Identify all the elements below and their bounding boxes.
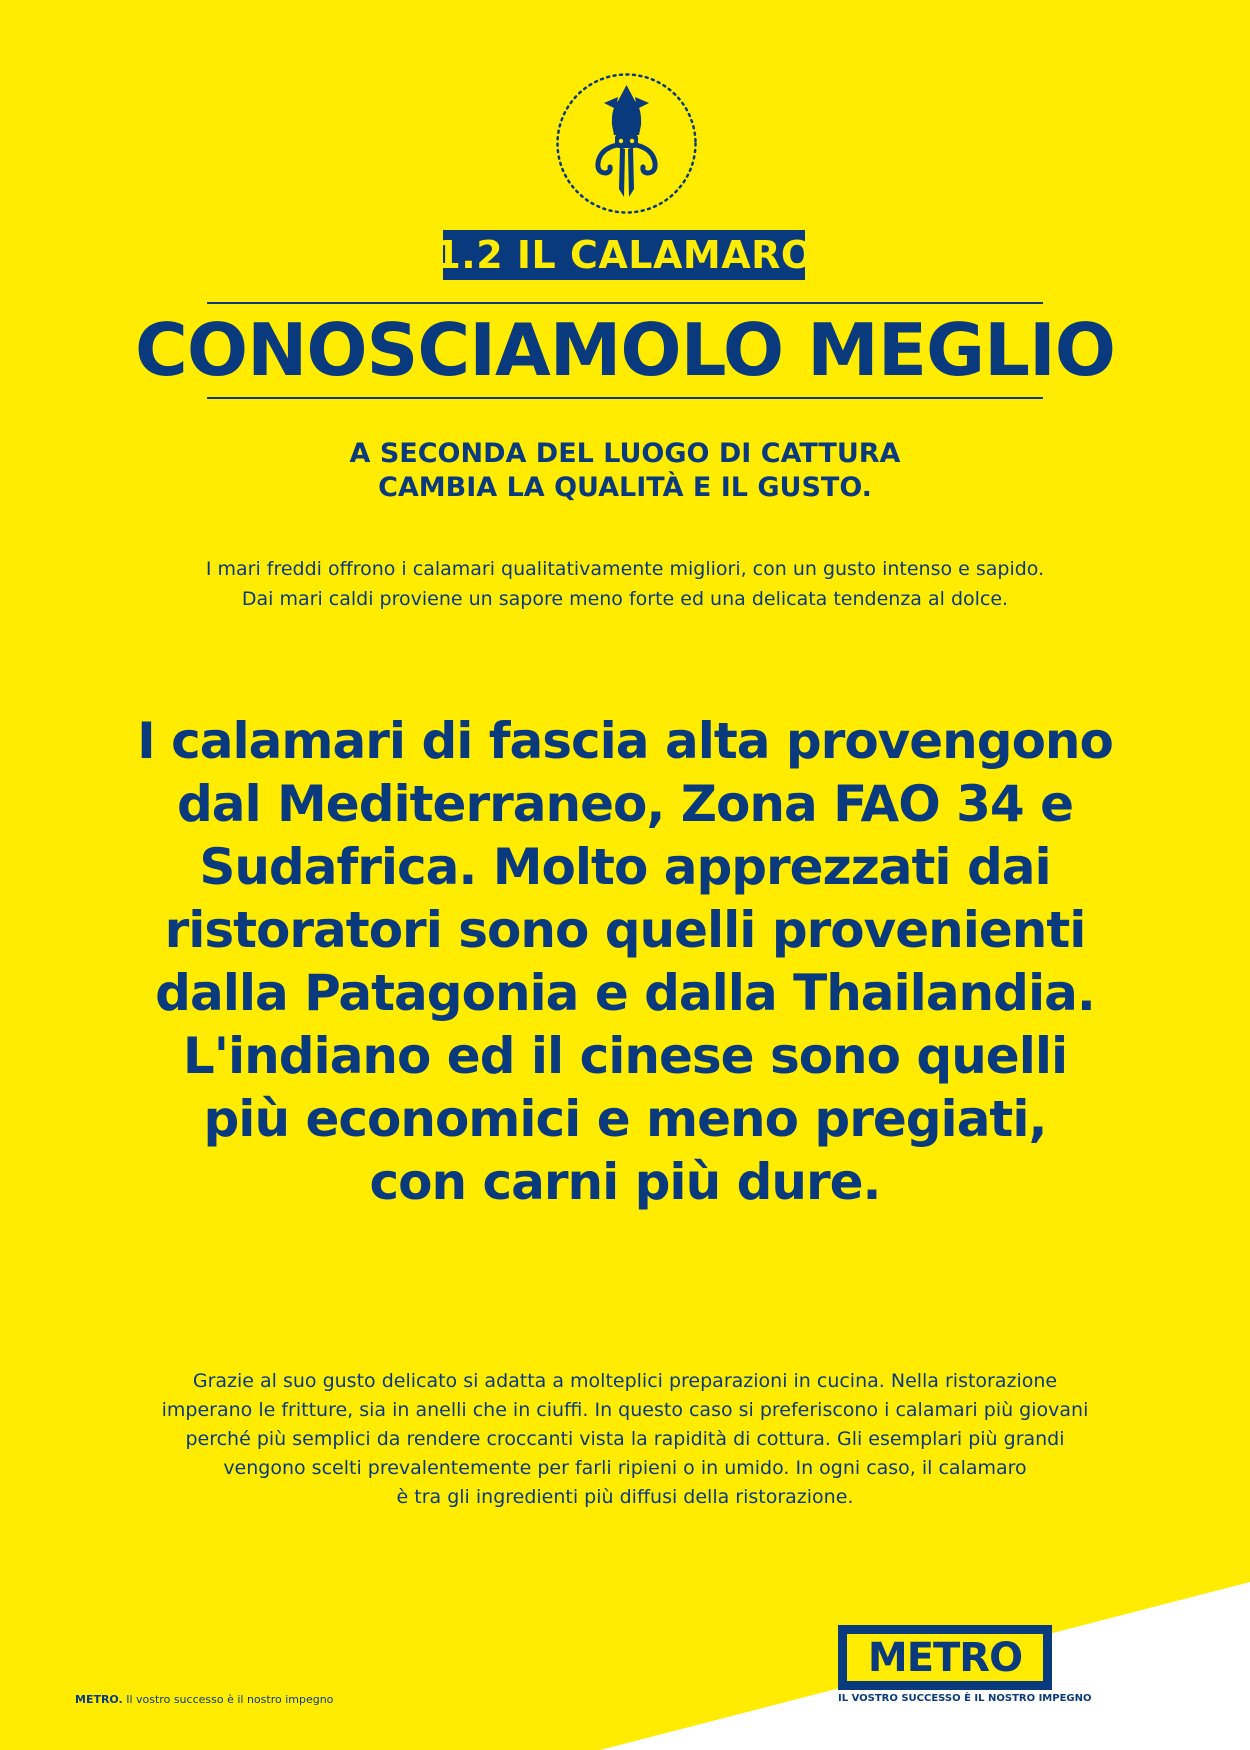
- headline-bottom-rule: [207, 397, 1043, 399]
- metro-logo-text: METRO: [867, 1634, 1023, 1681]
- intro-line: Dai mari caldi proviene un sapore meno forte ed una delicata tendenza al dolce.: [241, 588, 1009, 610]
- highlight-line: ristoratori sono quelli provenienti: [164, 901, 1086, 959]
- headline: CONOSCIAMOLO MEGLIO: [135, 308, 1115, 392]
- section-label: 1.2 IL CALAMARO: [443, 230, 805, 280]
- subheading-line: CAMBIA LA QUALITÀ E IL GUSTO.: [378, 472, 872, 503]
- highlight-line: Sudafrica. Molto apprezzati dai: [199, 838, 1051, 896]
- body-paragraph: [100, 1367, 1150, 1512]
- highlight-line: dalla Patagonia e dalla Thailandia.: [155, 964, 1095, 1022]
- body-line: Grazie al suo gusto delicato si adatta a molteplici preparazioni in cucina. Nella ristorazione: [192, 1370, 1058, 1392]
- subheading: [225, 437, 1025, 505]
- footer-note: [75, 1693, 333, 1706]
- highlight-line: dal Mediterraneo, Zona FAO 34 e: [176, 775, 1074, 833]
- footer-brand: METRO.: [75, 1693, 123, 1706]
- squid-icon: [554, 71, 699, 216]
- body-line: è tra gli ingredienti più diffusi della ristorazione.: [396, 1486, 854, 1508]
- subheading-line: A SECONDA DEL LUOGO DI CATTURA: [349, 438, 901, 469]
- intro-paragraph: [100, 554, 1150, 614]
- body-line: imperano le fritture, sia in anelli che in ciuffi. In questo caso si preferiscono i calamari più giovani: [161, 1399, 1089, 1421]
- body-line: perché più semplici da rendere croccanti vista la rapidità di cottura. Gli esemplari più grandi: [185, 1428, 1065, 1450]
- metro-logo: [838, 1625, 1052, 1690]
- highlight-line: più economici e meno pregiati,: [203, 1090, 1047, 1148]
- metro-tagline: IL VOSTRO SUCCESSO È IL NOSTRO IMPEGNO: [838, 1693, 1092, 1704]
- footer-text: Il vostro successo è il nostro impegno: [122, 1693, 334, 1706]
- highlight-line: L'indiano ed il cinese sono quelli: [182, 1027, 1068, 1085]
- intro-line: I mari freddi offrono i calamari qualitativamente migliori, con un gusto intenso e sapido.: [205, 558, 1045, 580]
- body-line: vengono scelti prevalentemente per farli ripieni o in umido. In ogni caso, il calamaro: [223, 1457, 1027, 1479]
- metro-logo-inner: [847, 1634, 1043, 1681]
- highlight-line: I calamari di fascia alta provengono: [137, 712, 1113, 770]
- highlight-line: con carni più dure.: [369, 1153, 881, 1211]
- headline-top-rule: [207, 302, 1043, 304]
- highlight-paragraph: [100, 710, 1150, 1214]
